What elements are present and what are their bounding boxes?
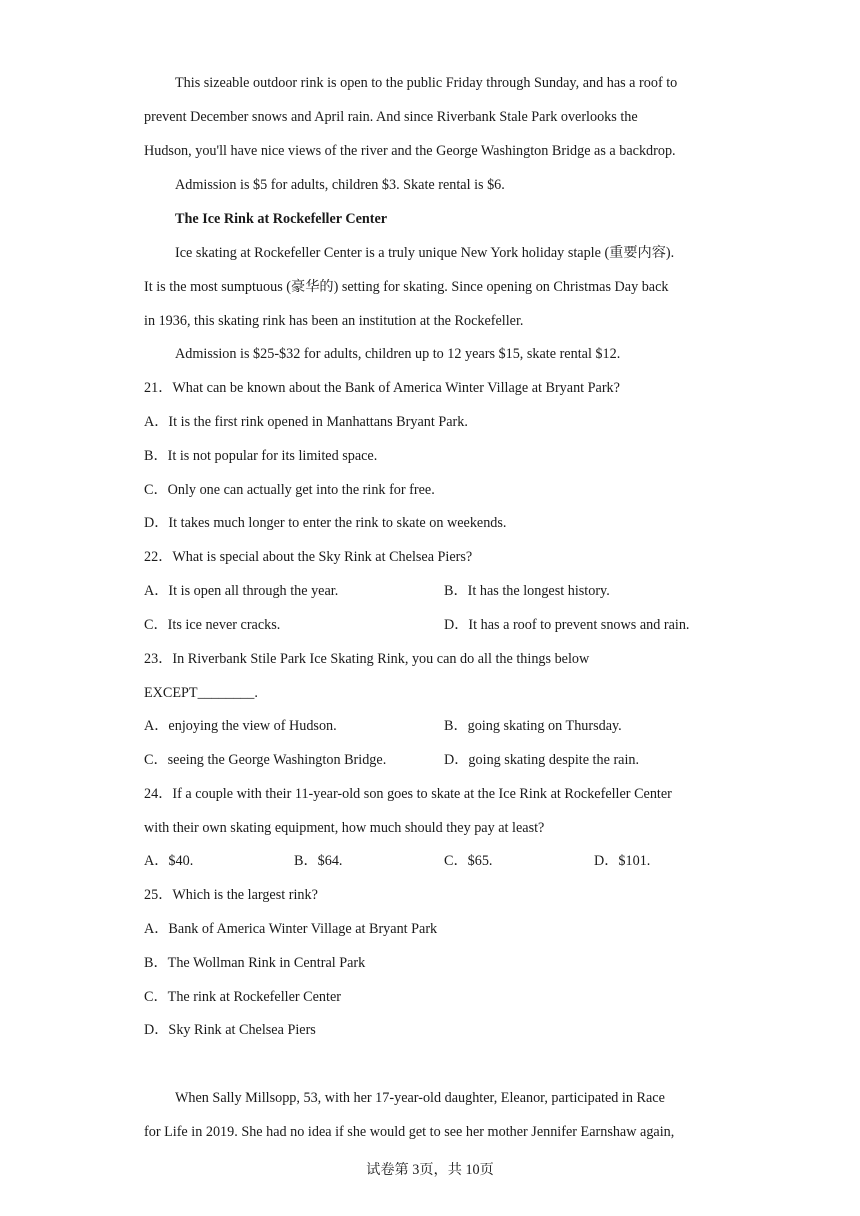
option-c: C．seeing the George Washington Bridge. — [144, 752, 387, 768]
passage-line: Admission is $5 for adults, children $3. Skate rental is $6. — [175, 177, 505, 193]
passage-line: for Life in 2019. She had no idea if she would get to see her mother Jennifer Earnshaw again, — [144, 1124, 675, 1140]
option-b: B．The Wollman Rink in Central Park — [144, 955, 366, 971]
option-d: D．It has a roof to prevent snows and rain. — [444, 617, 690, 633]
question-stem: 22．What is special about the Sky Rink at Chelsea Piers? — [144, 549, 473, 565]
option-a: A．$40. — [144, 853, 194, 869]
option-b: B．It has the longest history. — [444, 583, 610, 599]
question-stem-cont: EXCEPT________. — [144, 685, 258, 701]
section-heading: The Ice Rink at Rockefeller Center — [175, 211, 388, 227]
page-footer: 试卷第 3页，共 10页 — [366, 1162, 494, 1178]
passage-line: in 1936, this skating rink has been an institution at the Rockefeller. — [144, 313, 524, 329]
option-c: C．$65. — [444, 853, 493, 869]
question-stem-cont: with their own skating equipment, how much should they pay at least? — [144, 820, 545, 836]
question-stem: 24．If a couple with their 11-year-old son goes to skate at the Ice Rink at Rockefeller Center — [144, 786, 672, 802]
question-stem: 21．What can be known about the Bank of America Winter Village at Bryant Park? — [144, 380, 620, 396]
option-b: B．going skating on Thursday. — [444, 718, 622, 734]
option-a: A．It is open all through the year. — [144, 583, 339, 599]
option-a: A．It is the first rink opened in Manhattans Bryant Park. — [144, 414, 468, 430]
option-d: D．Sky Rink at Chelsea Piers — [144, 1022, 316, 1038]
option-c: C．Only one can actually get into the rink for free. — [144, 482, 435, 498]
option-d: D．It takes much longer to enter the rink to skate on weekends. — [144, 515, 507, 531]
option-b: B．$64. — [294, 853, 343, 869]
option-b: B．It is not popular for its limited space. — [144, 448, 378, 464]
passage-line: Hudson, you'll have nice views of the river and the George Washington Bridge as a backdrop. — [144, 143, 676, 159]
passage-line: Admission is $25-$32 for adults, children up to 12 years $15, skate rental $12. — [175, 346, 621, 362]
option-a: A．enjoying the view of Hudson. — [144, 718, 337, 734]
option-c: C．The rink at Rockefeller Center — [144, 989, 341, 1005]
passage-line: This sizeable outdoor rink is open to the public Friday through Sunday, and has a roof to — [175, 75, 678, 91]
passage-line: Ice skating at Rockefeller Center is a truly unique New York holiday staple (重要内容). — [175, 245, 675, 261]
option-a: A．Bank of America Winter Village at Bryant Park — [144, 921, 438, 937]
passage-line: prevent December snows and April rain. And since Riverbank Stale Park overlooks the — [144, 109, 638, 125]
question-stem: 25．Which is the largest rink? — [144, 887, 318, 903]
option-d: D．$101. — [594, 853, 651, 869]
passage-line: When Sally Millsopp, 53, with her 17-year-old daughter, Eleanor, participated in Race — [175, 1090, 665, 1106]
question-stem: 23．In Riverbank Stile Park Ice Skating Rink, you can do all the things below — [144, 651, 590, 667]
option-c: C．Its ice never cracks. — [144, 617, 281, 633]
option-d: D．going skating despite the rain. — [444, 752, 640, 768]
passage-line: It is the most sumptuous (豪华的) setting for skating. Since opening on Christmas Day back — [144, 279, 669, 295]
